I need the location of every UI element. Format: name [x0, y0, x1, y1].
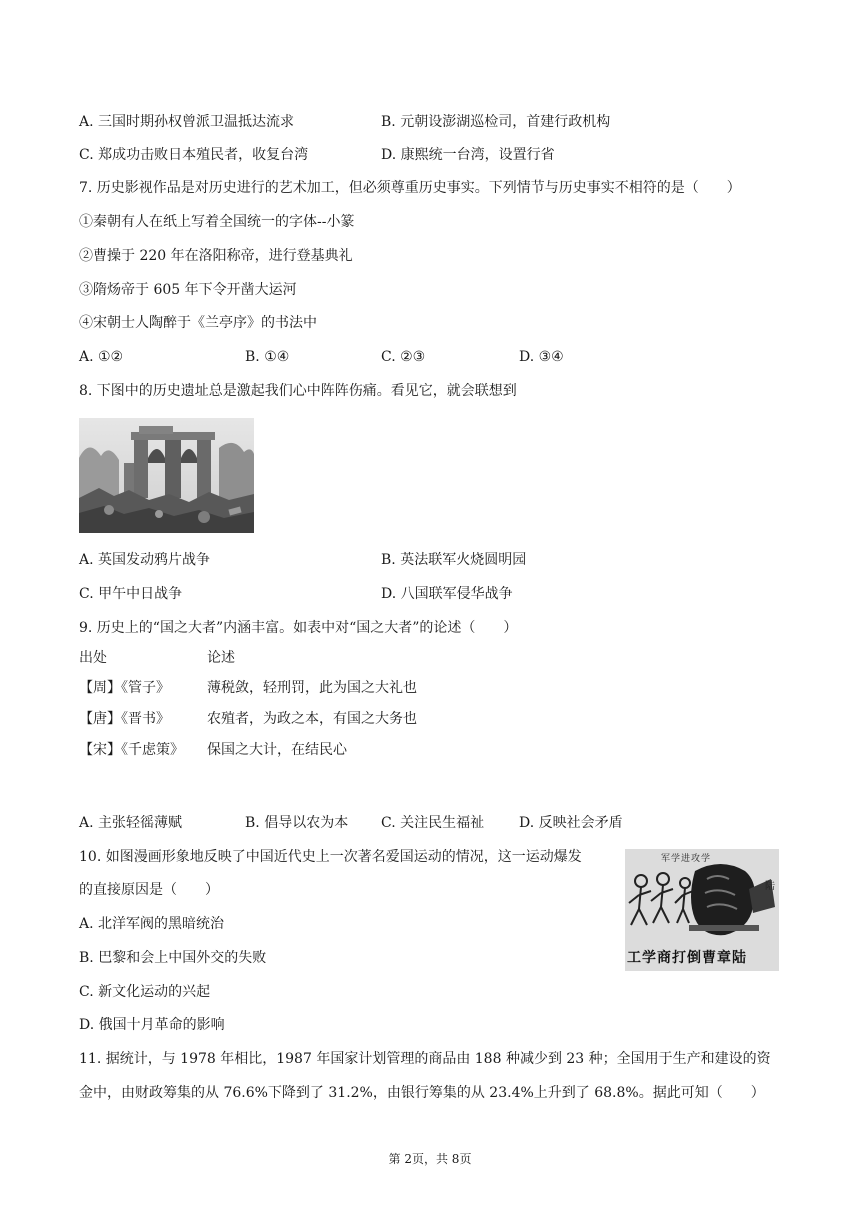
cartoon-bottom-slogan: 工学商打倒曹章陆 — [627, 950, 747, 966]
q7-item-2: ②曹操于 220 年在洛阳称帝，进行登基典礼 — [79, 248, 353, 264]
cartoon-top-text: 军学进攻学 — [661, 854, 712, 864]
q7-stem: 7. 历史影视作品是对历史进行的艺术加工，但必须尊重历史事实。下列情节与历史事实不相符的是（ ） — [79, 180, 741, 196]
q7-option-c: C. ②③ — [381, 349, 426, 365]
q8-option-c: C. 甲午中日战争 — [79, 586, 183, 602]
q6-option-c: C. 郑成功击败日本殖民者，收复台湾 — [79, 147, 309, 163]
q9-stem: 9. 历史上的“国之大者”内涵丰富。如表中对“国之大者”的论述（ ） — [79, 620, 518, 636]
q9-table-header-source: 出处 — [79, 650, 107, 666]
q6-option-b: B. 元朝设澎湖巡检司，首建行政机构 — [381, 114, 611, 130]
q7-item-4: ④宋朝士人陶醉于《兰亭序》的书法中 — [79, 315, 317, 331]
q7-option-d: D. ③④ — [519, 349, 564, 365]
q8-option-b: B. 英法联军火烧圆明园 — [381, 552, 527, 568]
q7-option-b: B. ①④ — [245, 349, 290, 365]
q9-table-header-statement: 论述 — [207, 650, 235, 666]
q10-option-c: C. 新文化运动的兴起 — [79, 984, 211, 1000]
q11-stem-line-2: 金中，由财政筹集的从 76.6%下降到了 31.2%，由银行筹集的从 23.4%上升到了 68.8%。据此可知（ ） — [79, 1085, 765, 1101]
page-number: 第 2页，共 8页 — [388, 1152, 472, 1166]
q10-option-d: D. 俄国十月革命的影响 — [79, 1017, 225, 1033]
ruins-photo-drawing — [79, 418, 254, 533]
cartoon-image — [625, 849, 779, 971]
q9-table-row-1-statement: 薄税敛，轻刑罚，此为国之大礼也 — [207, 680, 417, 696]
ruins-photo — [79, 418, 254, 533]
q7-item-1: ①秦朝有人在纸上写着全国统一的字体--小篆 — [79, 214, 355, 230]
q11-stem-line-1: 11. 据统计，与 1978 年相比，1987 年国家计划管理的商品由 188 种减少到 23 种；全国用于生产和建设的资 — [79, 1051, 771, 1067]
q9-table-row-1-source: 【周】《管子》 — [79, 680, 170, 696]
q9-table-row-3-statement: 保国之大计，在结民心 — [207, 742, 347, 758]
q7-item-3: ③隋炀帝于 605 年下令开凿大运河 — [79, 282, 297, 298]
q9-table-row-2-statement: 农殖者，为政之本，有国之大务也 — [207, 711, 417, 727]
q9-table-row-3-source: 【宋】《千虑策》 — [79, 742, 184, 758]
q9-option-b: B. 倡导以农为本 — [245, 815, 349, 831]
q9-option-a: A. 主张轻徭薄赋 — [79, 815, 183, 831]
q10-option-a: A. 北洋军阀的黑暗统治 — [79, 916, 225, 932]
q6-option-a: A. 三国时期孙权曾派卫温抵达流求 — [79, 114, 295, 130]
q9-option-d: D. 反映社会矛盾 — [519, 815, 623, 831]
q10-stem-line-1: 10. 如图漫画形象地反映了中国近代史上一次著名爱国运动的情况，这一运动爆发 — [79, 849, 582, 865]
q9-option-c: C. 关注民生福祉 — [381, 815, 485, 831]
q10-option-b: B. 巴黎和会上中国外交的失败 — [79, 950, 267, 966]
q8-option-a: A. 英国发动鸦片战争 — [79, 552, 211, 568]
q7-option-a: A. ①② — [79, 349, 124, 365]
q10-stem-line-2: 的直接原因是（ ） — [79, 882, 219, 898]
q8-stem: 8. 下图中的历史遗址总是激起我们心中阵阵伤痛。看见它，就会联想到 — [79, 383, 517, 399]
cartoon-side-text: 陆 — [765, 881, 775, 892]
q8-option-d: D. 八国联军侵华战争 — [381, 586, 513, 602]
q9-table-row-2-source: 【唐】《晋书》 — [79, 711, 170, 727]
q6-option-d: D. 康熙统一台湾，设置行省 — [381, 147, 555, 163]
